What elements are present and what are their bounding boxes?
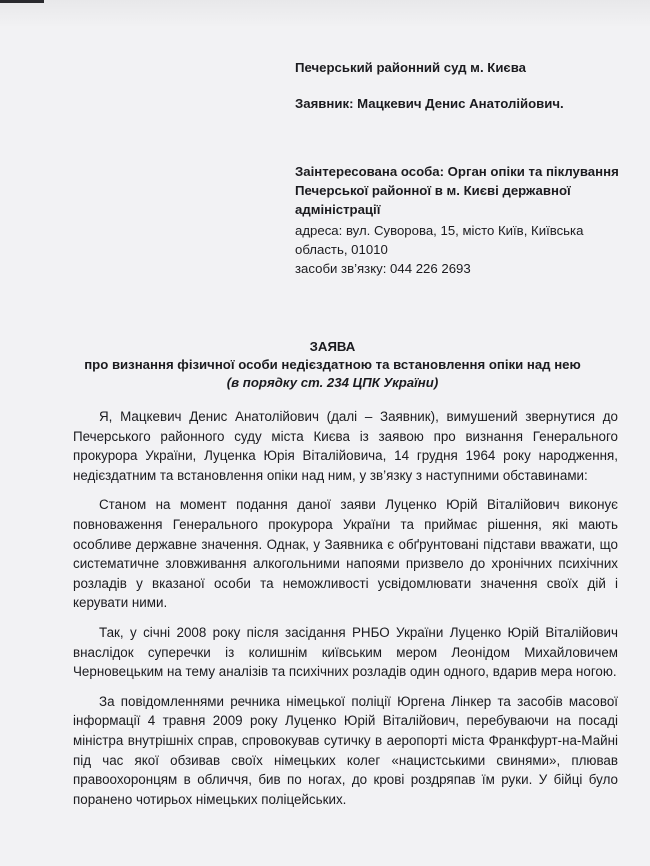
- title-legal-basis: (в порядку ст. 234 ЦПК України): [226, 375, 439, 390]
- body-paragraph: Станом на момент подання даної заяви Луценко Юрій Віталійович виконує повноваження Генерального прокурора України та приймає рішення, які мають особливе державне значення. Однак, у Заявника є обґрунтовані підстави вважати, що систематичне зловживання алкогольними напоями призвело до хронічних психічних розладів у вказаної особи та неможливості усвідомлювати значення своїх дій і керувати ними.: [73, 497, 618, 611]
- body-paragraph: За повідомленнями речника німецької поліції Юргена Лінкер та засобів масової інформації 4 травня 2009 року Луценко Юрій Віталійович, перебуваючи на посаді міністра внутрішніх справ, спровокував сутичку в аеропорті міста Франкфурт-на-Майні під час якої обзивав своїх німецьких колег «нацистськими свинями», плював правоохоронцям в обличчя, бив по ногах, до крові роздряпав їм руки. У бійці було поранено чотирьох німецьких поліцейських.: [73, 693, 618, 807]
- scan-corner-mark: [0, 0, 44, 3]
- interested-party-address: адреса: вул. Суворова, 15, місто Київ, Київська область, 01010: [295, 223, 584, 257]
- title-heading: ЗАЯВА: [309, 339, 356, 354]
- statement-body: [73, 407, 618, 809]
- interested-party-contact: засоби зв’язку: 044 226 2693: [295, 261, 471, 276]
- body-paragraph: Я, Мацкевич Денис Анатолійович (далі – Заявник), вимушений звернутися до Печерського районного суду міста Києва із заявою про визнання Генерального прокурора України, Луценка Юрія Віталійовича, 14 грудня 1964 року народження, недієздатним та встановлення опіки над ним, у зв’язку з наступними обставинами:: [73, 409, 618, 483]
- body-paragraph: Так, у січні 2008 року після засідання РНБО України Луценко Юрій Віталійович внаслідок суперечки із колишнім київським мером Леонідом Михайловичем Черновецьким на тему аналізів та психічних розладів один одного, вдарив мера ногою.: [73, 624, 618, 680]
- title-subject: про визнання фізичної особи недієздатною та встановлення опіки над нею: [84, 357, 581, 372]
- addressee-block: [295, 58, 625, 278]
- scan-fold-shadow: [0, 0, 650, 28]
- applicant-line: Заявник: Мацкевич Денис Анатолійович.: [295, 96, 564, 111]
- court-name: Печерський районний суд м. Києва: [295, 60, 526, 75]
- document-title: [40, 338, 625, 392]
- interested-party: Заінтересована особа: Орган опіки та піклування Печерської районної в м. Києві державної адміністрації: [295, 164, 619, 217]
